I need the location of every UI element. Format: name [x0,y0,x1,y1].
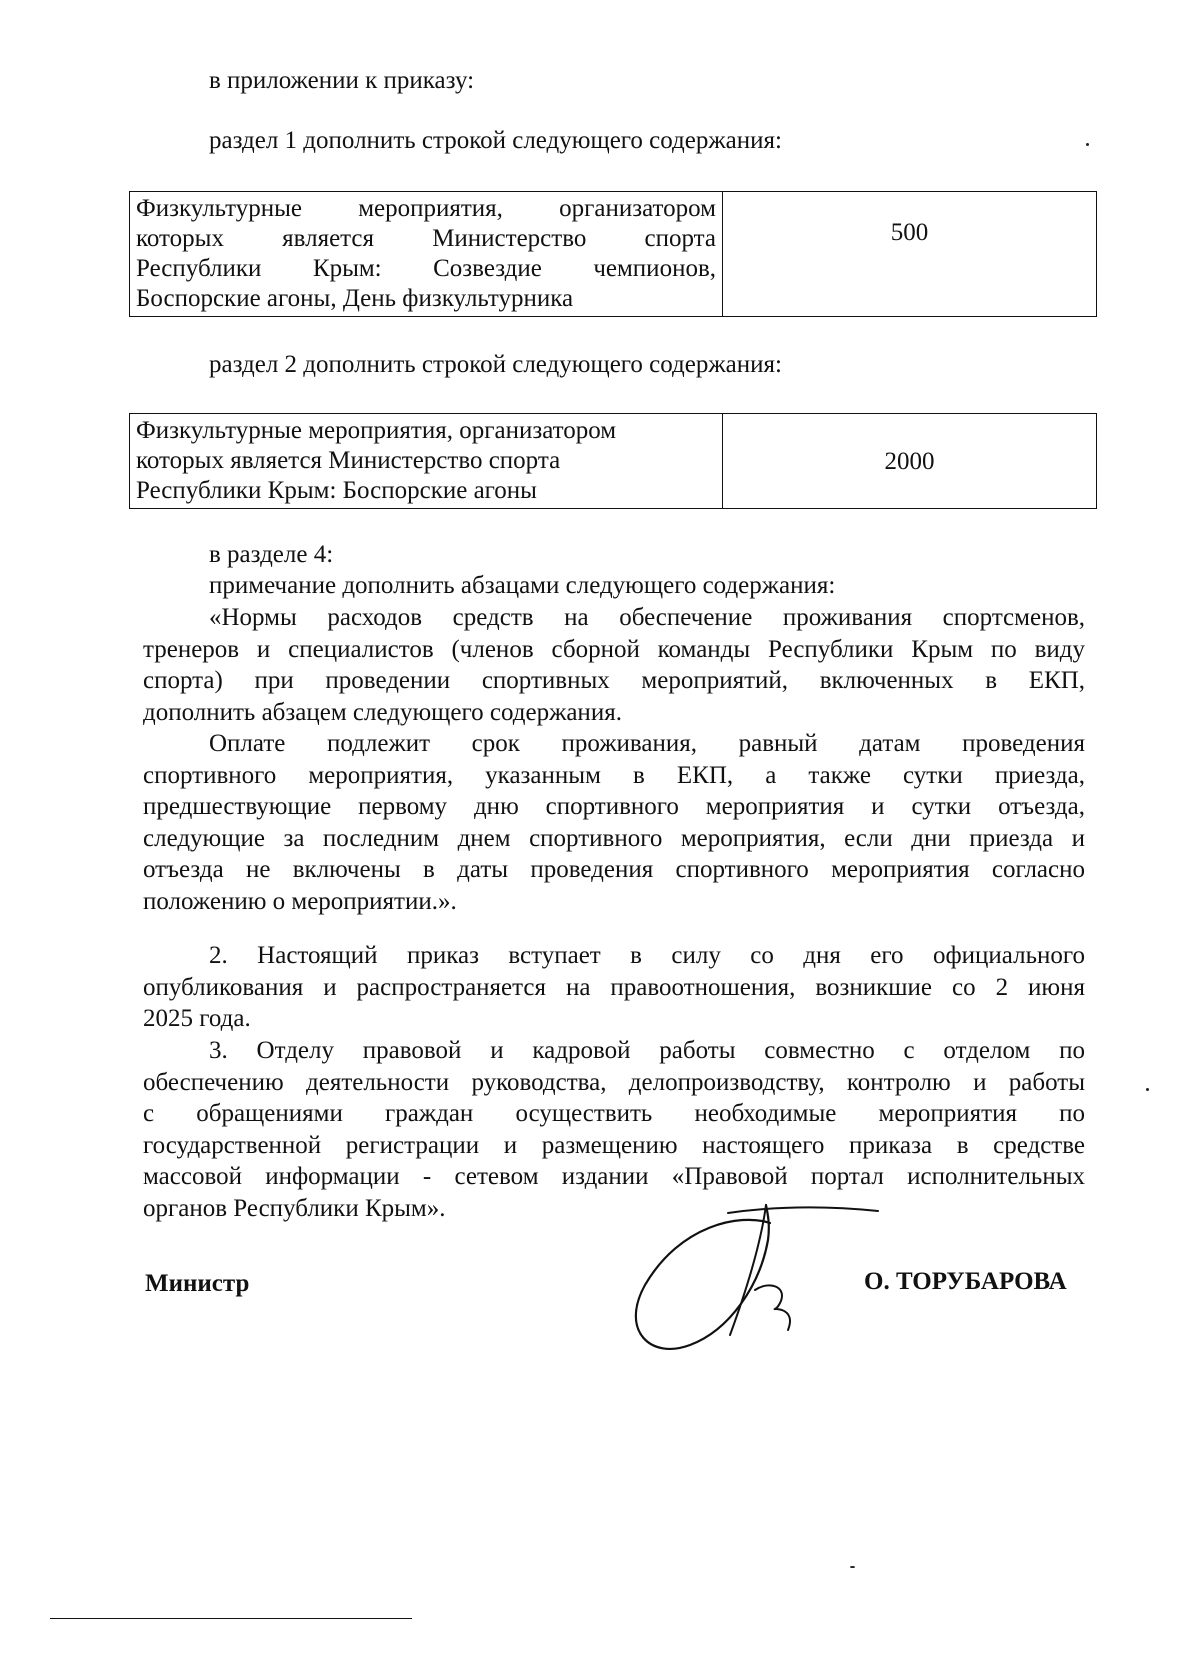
section2-description-cell [130,414,723,509]
paragraph-line: 2025 года. [143,1005,251,1032]
note-paragraph-2 [143,728,1085,917]
section1-heading: раздел 1 дополнить строкой следующего содержания: [209,127,782,154]
paragraph-line: спорта) при проведении спортивных мероприятий, включенных в ЕКП, [143,667,1085,694]
paragraph-line: органов Республики Крым». [143,1194,446,1222]
cell-line: Республики Крым: Боспорские агоны [136,477,537,504]
paragraph-line: обеспечению деятельности руководства, делопроизводству, контролю и работы [143,1068,1085,1096]
item-2-paragraph [143,940,1085,1035]
section1-description-cell [130,192,723,317]
paragraph-line: отъезда не включены в даты проведения спортивного мероприятия согласно [143,856,1085,883]
paragraph-line: опубликования и распространяется на правоотношения, возникшие со 2 июня [143,973,1085,1001]
cell-line: которых является Министерство спорта [136,225,716,252]
section4-heading: в разделе 4: [209,541,334,568]
paragraph-line: 2. Настоящий приказ вступает в силу со дня его официального [209,942,1085,969]
paragraph-line: «Нормы расходов средств на обеспечение проживания спортсменов, [209,604,1085,631]
paragraph-line: с обращениями граждан осуществить необходимые мероприятия по [143,1100,1085,1127]
item-3-paragraph [143,1035,1085,1224]
section4-note-intro: примечание дополнить абзацами следующего содержания: [209,572,836,599]
paragraph-line: тренеров и специалистов (членов сборной команды Республики Крым по виду [143,635,1085,663]
section2-heading: раздел 2 дополнить строкой следующего содержания: [209,351,782,378]
cell-line: Физкультурные мероприятия, организатором [136,195,716,222]
table-row [130,192,1097,317]
scan-speck [850,1566,855,1568]
note-paragraph-1 [143,602,1085,728]
paragraph-line: массовой информации - сетевом издании «Правовой портал исполнительных [143,1163,1085,1190]
paragraph-line: 3. Отделу правовой и кадровой работы совместно с отделом по [209,1037,1085,1064]
scan-speck [1086,143,1089,146]
cell-line: Боспорские агоны, День физкультурника [136,285,574,312]
signatory-role: Министр [145,1270,250,1297]
paragraph-line: дополнить абзацем следующего содержания. [143,698,622,726]
paragraph-line: предшествующие первому дню спортивного мероприятия и сутки отъезда, [143,793,1085,820]
table-row [130,414,1097,509]
section1-table [129,191,1097,317]
section1-value-cell: 500 [723,192,1097,317]
scan-speck [1146,1088,1149,1091]
paragraph-line: следующие за последним днем спортивного мероприятия, если дни приезда и [143,824,1085,852]
paragraph-line: положению о мероприятии.». [143,887,457,915]
intro-line: в приложении к приказу: [209,67,475,94]
section2-value-cell: 2000 [723,414,1097,509]
paragraph-line: спортивного мероприятия, указанным в ЕКП, а также сутки приезда, [143,761,1085,789]
paragraph-line: государственной регистрации и размещению настоящего приказа в средстве [143,1131,1085,1159]
handwritten-signature-icon [620,1195,890,1355]
signatory-name: О. ТОРУБАРОВА [864,1268,1067,1295]
cell-line: Республики Крым: Созвездие чемпионов, [136,255,716,282]
cell-line: Физкультурные мероприятия, организатором [136,417,617,444]
paragraph-line: Оплате подлежит срок проживания, равный датам проведения [209,730,1085,757]
footnote-divider [50,1618,412,1619]
cell-line: которых является Министерство спорта [136,447,561,474]
section2-table [129,413,1097,509]
